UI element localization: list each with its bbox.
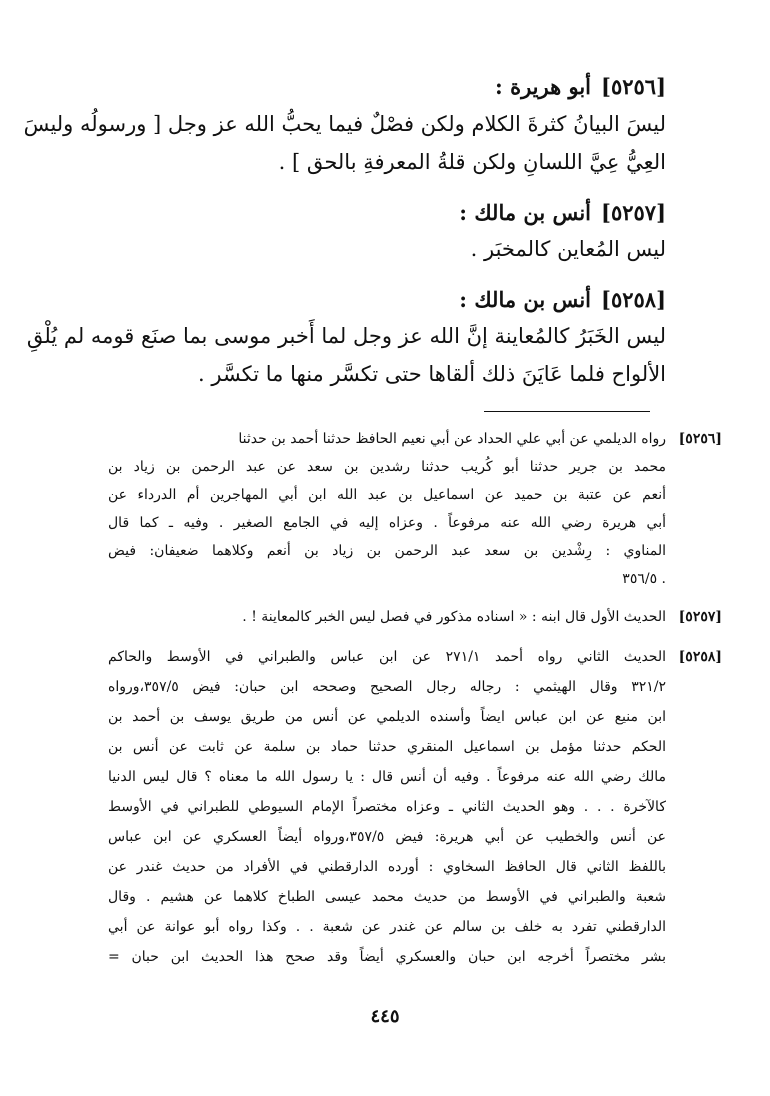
entry-heading (106, 198, 666, 228)
footnote-line: ٣٢١/٢ وقال الهيثمي : رجاله رجال الصحيح وصححه ابن حبان: فيض ٣٥٧/٥،ورواه (108, 679, 666, 695)
entry-text-line: ليسَ البيانُ كثرةَ الكلام ولكن فصْلٌ فيما يحبُّ الله عز وجل [ ورسولُه وليسَ (23, 112, 666, 136)
entry-narrator: أبو هريرة : (495, 74, 591, 99)
entry-number: [٥٢٥٦] (601, 74, 666, 99)
entry-text-line: ليس المُعاين كالمخبَر . (470, 237, 666, 261)
entry-number: [٥٢٥٧] (601, 200, 666, 225)
entry-narrator: أنس بن مالك : (459, 200, 591, 225)
footnote-line: كالآخرة . . . وهو الحديث الثاني ـ وعزاه مختصراً الإمام السيوطي للطبراني في الأوسط (108, 799, 666, 815)
entry-narrator: أنس بن مالك : (459, 287, 591, 312)
footnote-line: الحكم حدثنا مؤمل بن اسماعيل المنقري حدثنا حماد بن سلمة عن ثابت عن أنس بن (108, 739, 666, 755)
entry-text-line: العِيُّ عِيَّ اللسانِ ولكن قلةُ المعرفةِ بالحق ] . (278, 150, 666, 174)
footnote-line: . ٣٥٦/٥ (622, 571, 666, 587)
entry-heading (106, 285, 666, 315)
footnote-line: المناوي : رِشْدين بن سعد عبد الرحمن بن زياد بن أنعم وكلاهما ضعيفان: فيض (108, 543, 666, 559)
footnote-line: الدارقطني تفرد به خلف بن سالم عن غندر عن شعبة . . وكذا رواه أبو عوانة عن أبي (108, 919, 666, 935)
entry-number: [٥٢٥٨] (601, 287, 666, 312)
footnote-line: باللفظ الثاني قال الحافظ السخاوي : أورده الدارقطني في الأفراد من حديث غندر عن (108, 859, 666, 875)
footnote-line: بشر مختصراً أخرجه ابن حبان والعسكري أيضاً وقد صحح هذا الحديث ابن حبان = (108, 949, 666, 965)
footnote-line: عن أنس والخطيب عن أبي هريرة: فيض ٣٥٧/٥،ورواه أيضاً العسكري عن ابن عباس (108, 829, 666, 845)
entry-text-line: ليس الخَبَرُ كالمُعاينة إنَّ الله عز وجل لما أَخبر موسى بما صنَع قومه لم يُلْقِ (26, 324, 666, 348)
entry-text-line: الألواح فلما عَايَنَ ذلك ألقاها حتى تكسَّر منها ما تكسَّر . (198, 362, 666, 386)
footnote-line: مالك رضي الله عنه مرفوعاً . وفيه أن أنس قال : يا رسول الله ما معناه ؟ قال ليس الدنيا (108, 769, 666, 785)
page-number: ٤٤٥ (370, 1006, 400, 1027)
footnote-line: الحديث الأول قال ابنه : « اسناده مذكور في فصل ليس الخبر كالمعاينة ! . (242, 609, 666, 625)
footnote-number: [٥٢٥٦] (678, 431, 722, 447)
footnote-line: شعبة والطبراني في الأوسط من حديث محمد عيسى الطباخ كلاهما عن هشيم . وقال (108, 889, 666, 905)
entry-heading (106, 72, 666, 102)
footnote-line: ابن منيع عن ابن عباس ايضاً وأسنده الديلمي عن أنس من طريق يوسف بن أحمد بن (108, 709, 666, 725)
footnote-number: [٥٢٥٨] (678, 649, 722, 665)
footnote-line: رواه الديلمي عن أبي علي الحداد عن أبي نعيم الحافظ حدثنا أحمد بن حدثنا (238, 431, 666, 447)
footnote-line: أنعم عن عتبة بن حميد عن اسماعيل بن عبد الله ابن أبي المهاجرين أم الدرداء عن (108, 487, 666, 503)
footnote-line: الحديث الثاني رواه أحمد ٢٧١/١ عن ابن عباس والطبراني في الأوسط والحاكم (108, 649, 666, 665)
footnote-number: [٥٢٥٧] (678, 609, 722, 625)
footnote-separator (484, 411, 650, 412)
footnote-line: أبي هريرة رضي الله عنه مرفوعاً . وعزاه إليه في الجامع الصغير . وفيه ـ كما قال (108, 515, 666, 531)
footnote-line: محمد بن جرير حدثنا أبو كُريب حدثنا رشدين بن سعد عن عبد الرحمن بن زياد بن (108, 459, 666, 475)
